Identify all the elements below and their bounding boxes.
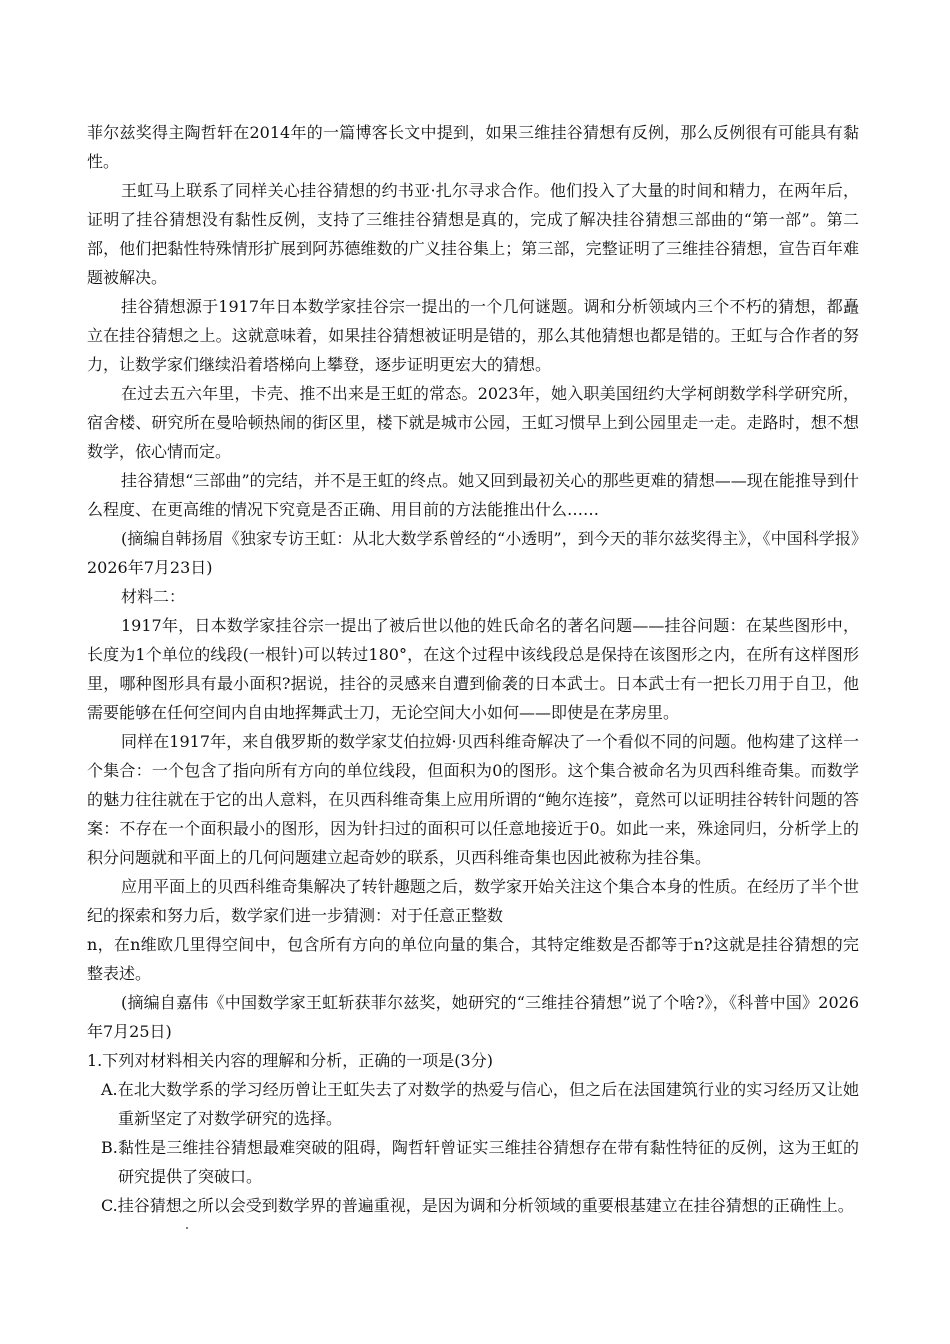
- paragraph: 挂谷猜想源于1917年日本数学家挂谷宗一提出的一个几何谜题。调和分析领域内三个不朽的猜想，都矗立在挂谷猜想之上。这就意味着，如果挂谷猜想被证明是错的，那么其他猜想也都是错的。王虹与合作者的努力，让数学家们继续沿着塔梯向上攀登，逐步证明更宏大的猜想。: [87, 297, 859, 374]
- option-c: C.挂谷猜想之所以会受到数学界的普遍重视，是因为调和分析领域的重要根基建立在挂谷猜想的正确性上。: [101, 1196, 854, 1215]
- document-body: [87, 118, 859, 1220]
- paragraph: 王虹马上联系了同样关心挂谷猜想的约书亚·扎尔寻求合作。他们投入了大量的时间和精力，在两年后，证明了挂谷猜想没有黏性反例，支持了三维挂谷猜想是真的，完成了解决挂谷猜想三部曲的“第一部”。第二部，他们把黏性特殊情形扩展到阿苏德维数的广义挂谷集上；第三部，完整证明了三维挂谷猜想，宣告百年难题被解决。: [87, 181, 859, 287]
- source-citation: (摘编自嘉伟《中国数学家王虹斩获菲尔兹奖，她研究的“三维挂谷猜想”说了个啥?》，《科普中国》2026年7月25日): [87, 993, 859, 1041]
- paragraph: 同样在1917年，来自俄罗斯的数学家艾伯拉姆·贝西科维奇解决了一个看似不同的问题。他构建了这样一个集合：一个包含了指向所有方向的单位线段，但面积为0的图形。这个集合被命名为贝西科维奇集。而数学的魅力往往就在于它的出人意料，在贝西科维奇集上应用所谓的“鲍尔连接”，竟然可以证明挂谷转针问题的答案：不存在一个面积最小的图形，因为针扫过的面积可以任意地接近于0。如此一来，殊途同归，分析学上的积分问题就和平面上的几何问题建立起奇妙的联系，贝西科维奇集也因此被称为挂谷集。: [87, 732, 859, 867]
- question-options: [87, 1075, 859, 1220]
- paragraph: n，在n维欧几里得空间中，包含所有方向的单位向量的集合，其特定维数是否都等于n?这就是挂谷猜想的完整表述。: [87, 935, 859, 983]
- question-block: [87, 1046, 859, 1220]
- option-b: B.黏性是三维挂谷猜想最难突破的阻碍，陶哲轩曾证实三维挂谷猜想存在带有黏性特征的反例，这为王虹的研究提供了突破口。: [101, 1138, 859, 1186]
- option-a: A.在北大数学系的学习经历曾让王虹失去了对数学的热爱与信心，但之后在法国建筑行业的实习经历又让她重新坚定了对数学研究的选择。: [101, 1080, 859, 1128]
- paragraph: 1917年，日本数学家挂谷宗一提出了被后世以他的姓氏命名的著名问题——挂谷问题：在某些图形中，长度为1个单位的线段(一根针)可以转过180°，在这个过程中该线段总是保持在该图形之内，在所有这样图形里，哪种图形具有最小面积?据说，挂谷的灵感来自遭到偷袭的日本武士。日本武士有一把长刀用于自卫，他需要能够在任何空间内自由地挥舞武士刀，无论空间大小如何——即使是在茅房里。: [87, 616, 859, 722]
- source-citation: (摘编自韩扬眉《独家专访王虹：从北大数学系曾经的“小透明”，到今天的菲尔兹奖得主》，《中国科学报》2026年7月23日): [87, 529, 859, 577]
- section-heading: 材料二：: [121, 587, 186, 606]
- paragraph: 在过去五六年里，卡壳、推不出来是王虹的常态。2023年，她入职美国纽约大学柯朗数学科学研究所，宿舍楼、研究所在曼哈顿热闹的街区里，楼下就是城市公园，王虹习惯早上到公园里走一走。走路时，想不想数学，依心情而定。: [87, 384, 859, 461]
- stray-dot: [186, 1227, 188, 1229]
- paragraph: 挂谷猜想“三部曲”的完结，并不是王虹的终点。她又回到最初关心的那些更难的猜想——现在能推导到什么程度、在更高维的情况下究竟是否正确、用目前的方法能推出什么……: [87, 471, 859, 519]
- paragraph: 菲尔兹奖得主陶哲轩在2014年的一篇博客长文中提到，如果三维挂谷猜想有反例，那么反例很有可能具有黏性。: [87, 123, 859, 171]
- paragraph: 应用平面上的贝西科维奇集解决了转针趣题之后，数学家开始关注这个集合本身的性质。在经历了半个世纪的探索和努力后，数学家们进一步猜测：对于任意正整数: [87, 877, 859, 925]
- question-stem: 1.下列对材料相关内容的理解和分析，正确的一项是(3分): [87, 1051, 493, 1070]
